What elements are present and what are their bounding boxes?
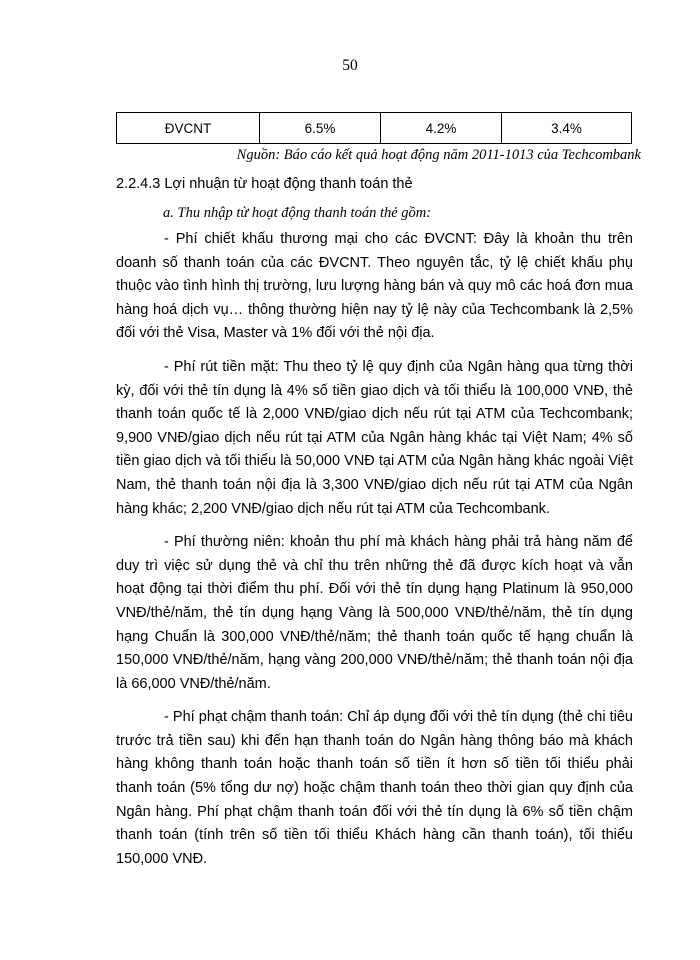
table-cell: 3.4% [502, 113, 632, 144]
table-cell: 4.2% [381, 113, 502, 144]
table-cell: 6.5% [260, 113, 381, 144]
table-row [117, 113, 632, 144]
data-table [116, 112, 632, 144]
subheading: a. Thu nhập từ hoạt động thanh toán thẻ gồm: [163, 205, 432, 221]
body-text [116, 228, 633, 881]
table-cell: ĐVCNT [117, 113, 260, 144]
paragraph-discount-fee: - Phí chiết khấu thương mại cho các ĐVCNT: Đây là khoản thu trên doanh số thanh toán của các ĐVCNT. Theo nguyên tắc, tỷ lệ chiết khấu phụ thuộc vào tình hình thị trường, lưu lượng hàng bán và quy mô các hoá đơn mua hàng hoá dịch vụ… thông thường hiện nay tỷ lệ này của Techcombank là 2,5% đối với thẻ Visa, Master và 1% đối với thẻ nội địa. [116, 231, 633, 342]
source-note: Nguồn: Báo cáo kết quả hoạt động năm 2011-1013 của Techcombank [236, 147, 641, 163]
page-number: 50 [342, 57, 358, 74]
section-heading: 2.2.4.3 Lợi nhuận từ hoạt động thanh toán thẻ [116, 176, 413, 192]
paragraph-late-payment-fee: - Phí phạt chậm thanh toán: Chỉ áp dụng đối với thẻ tín dụng (thẻ chi tiêu trước trả tiền sau) khi đến hạn thanh toán do Ngân hàng thông báo mà khách hàng không thanh toán hoặc thanh toán số tiền ít hơn số tiền tối thiểu phải thanh toán (5% tổng dư nợ) hoặc chậm thanh toán theo thời gian quy định của Ngân hàng. Phí phạt chậm thanh toán đối với thẻ tín dụng là 6% số tiền chậm thanh toán (tính trên số tiền tối thiểu Khách hàng cần thanh toán), tối thiểu 150,000 VNĐ. [116, 709, 633, 867]
paragraph-cash-withdrawal-fee: - Phí rút tiền mặt: Thu theo tỷ lệ quy định của Ngân hàng qua từng thời kỳ, đối với thẻ tín dụng là 4% số tiền giao dịch và tối thiểu là 100,000 VNĐ, thẻ thanh toán quốc tế là 2,000 VNĐ/giao dịch nếu rút tại ATM của Techcombank; 9,900 VNĐ/giao dịch nếu rút tại ATM của Ngân hàng khác tại Việt Nam; 4% số tiền giao dịch và tối thiểu là 50,000 VNĐ tại ATM của Ngân hàng khác ngoài Việt Nam, thẻ thanh toán nội địa là 3,300 VNĐ/giao dịch nếu rút tại ATM của Ngân hàng khác; 2,200 VNĐ/giao dịch nếu rút tại ATM của Techcombank. [116, 358, 633, 517]
paragraph-annual-fee: - Phí thường niên: khoản thu phí mà khách hàng phải trả hàng năm để duy trì việc sử dụng thẻ và chỉ thu trên những thẻ đã được kích hoạt và vẫn hoạt động tại thời điểm thu phí. Đối với thẻ tín dụng hạng Platinum là 950,000 VNĐ/thẻ/năm, thẻ tín dụng hạng Vàng là 500,000 VNĐ/thẻ/năm, thẻ tín dụng hạng Chuẩn là 300,000 VNĐ/thẻ/năm; thẻ thanh toán quốc tế hạng chuẩn là 150,000 VNĐ/thẻ/năm, hạng vàng 200,000 VNĐ/thẻ/năm; thẻ thanh toán nội địa là 66,000 VNĐ/thẻ/năm. [116, 534, 633, 692]
